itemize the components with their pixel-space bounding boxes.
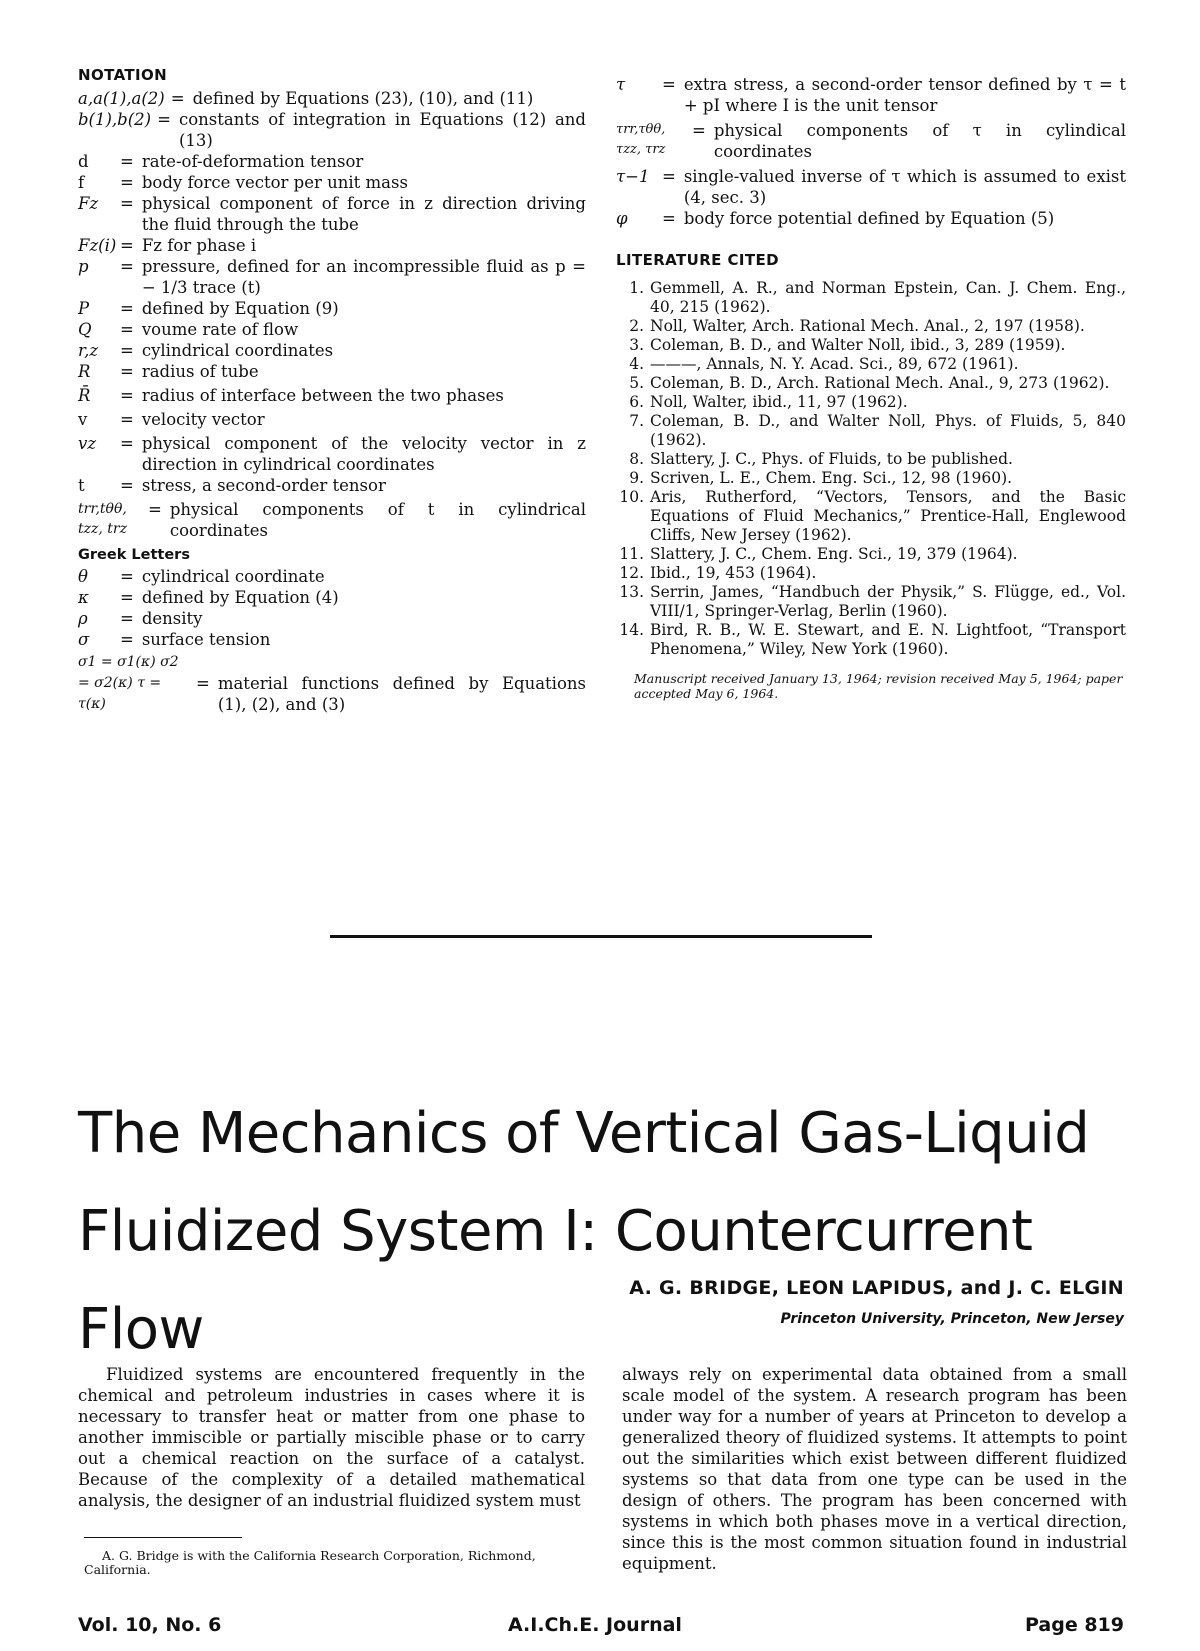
notation-symbol: Fz (78, 194, 99, 213)
notation-item: σ1 = σ1(κ) σ2 = σ2(κ) τ = τ(κ) = material functions defined by Equations (1), (2), and (3) (78, 654, 586, 714)
notation-item: t = stress, a second-order tensor (78, 475, 586, 496)
literature-heading: LITERATURE CITED (616, 251, 779, 269)
notation-definition: extra stress, a second-order tensor defined by τ = t + pI where I is the unit tensor (683, 75, 1126, 115)
literature-item: 13. Serrin, James, “Handbuch der Physik,” S. Flügge, ed., Vol. VIII/1, Springer-Verlag, Berlin (1960). (619, 583, 1126, 620)
notation-definition: pressure, defined for an incompressible fluid as p = − 1/3 trace (t) (141, 257, 586, 297)
notation-definition: defined by Equation (4) (141, 588, 339, 607)
notation-item: d = rate-of-deformation tensor (78, 151, 586, 172)
notation-definition: physical components of τ in cylindical coordinates (713, 121, 1126, 161)
notation-symbol: θ (78, 567, 88, 586)
notation-symbol: σ1 = σ1(κ) σ2 = σ2(κ) τ = τ(κ) (78, 654, 179, 712)
literature-item: 2. Noll, Walter, Arch. Rational Mech. Anal., 2, 197 (1958). (629, 317, 1085, 335)
notation-definition: radius of tube (141, 362, 259, 381)
article-title (78, 1085, 1158, 1379)
article-authors: A. G. BRIDGE, LEON LAPIDUS, and J. C. ELGIN (629, 1277, 1124, 1299)
notation-definition: cylindrical coordinate (141, 567, 325, 586)
literature-item: 14. Bird, R. B., W. E. Stewart, and E. N. Lightfoot, “Transport Phenomena,” Wiley, New York (1960). (619, 621, 1126, 658)
greek-letters-heading: Greek Letters (78, 547, 190, 563)
notation-symbol: r,z (78, 341, 99, 360)
right-column (616, 74, 1126, 701)
notation-definition: surface tension (141, 630, 271, 649)
notation-item: R = radius of tube (78, 361, 586, 382)
notation-item: trr,tθθ, tzz, trz = physical components of t in cylindrical coordinates (78, 500, 586, 540)
literature-item: 4. ———, Annals, N. Y. Acad. Sci., 89, 672 (1961). (629, 355, 1019, 373)
notation-definition: material functions defined by Equations (1), (2), and (3) (217, 674, 586, 714)
literature-item: 12. Ibid., 19, 453 (1964). (619, 564, 817, 582)
notation-definition: constants of integration in Equations (12) and (13) (178, 110, 586, 150)
article-affiliation: Princeton University, Princeton, New Jersey (780, 1311, 1124, 1327)
notation-symbol: a,a(1),a(2) (78, 89, 165, 108)
literature-item: 3. Coleman, B. D., and Walter Noll, ibid., 3, 289 (1959). (629, 336, 1066, 354)
body-text-left: Fluidized systems are encountered frequently in the chemical and petroleum industries in cases where it is necessary to transfer heat or matter from one phase to another immiscible or partially miscible phase or to carry out a chemical reaction on the surface of a catalyst. Because of the complexity of a detailed mathematical analysis, the designer of an industrial fluidized system must (78, 1365, 585, 1510)
notation-symbol: R̄ (78, 386, 91, 405)
article-divider (330, 935, 872, 938)
article-title-line: Fluidized System I: Countercurrent Flow (78, 1199, 1033, 1362)
notation-item: φ = body force potential defined by Equation (5) (616, 208, 1126, 229)
footnote-divider (84, 1537, 242, 1538)
notation-definition: rate-of-deformation tensor (141, 152, 364, 171)
notation-definition: velocity vector (141, 410, 265, 429)
notation-item: τ−1 = single-valued inverse of τ which is assumed to exist (4, sec. 3) (616, 167, 1126, 207)
footer-volume: Vol. 10, No. 6 (78, 1614, 222, 1636)
notation-item: f = body force vector per unit mass (78, 172, 586, 193)
manuscript-note: Manuscript received January 13, 1964; revision received May 5, 1964; paper accepted May 6, 1964. (634, 671, 1123, 701)
literature-item: 1. Gemmell, A. R., and Norman Epstein, Can. J. Chem. Eng., 40, 215 (1962). (629, 279, 1126, 316)
footer-page-number: Page 819 (1025, 1614, 1124, 1636)
body-text-right: always rely on experimental data obtained from a small scale model of the system. A research program has been under way for a number of years at Princeton to develop a generalized theory of fluidized systems. It attempts to point out the similarities which exist between different fluidized systems so that data from one type can be used in the design of others. The program has been concerned with systems in which both phases move in a vertical direction, since this is the most common situation found in industrial equipment. (622, 1365, 1127, 1573)
notation-definition: radius of interface between the two phases (141, 386, 504, 405)
notation-symbol: b(1),b(2) (78, 110, 152, 129)
notation-symbol: v (78, 410, 88, 429)
notation-symbol: f (78, 173, 85, 192)
notation-symbol: t (78, 476, 85, 495)
notation-item: p = pressure, defined for an incompressible fluid as p = − 1/3 trace (t) (78, 257, 586, 297)
article-title-line: The Mechanics of Vertical Gas-Liquid (78, 1101, 1090, 1166)
notation-item: θ = cylindrical coordinate (78, 566, 586, 587)
notation-definition: defined by Equation (9) (141, 299, 339, 318)
notation-item: R̄ = radius of interface between the two phases (78, 385, 586, 406)
notation-definition: body force potential defined by Equation (5) (683, 209, 1055, 228)
notation-symbol: d (78, 152, 89, 171)
notation-definition: density (141, 609, 203, 628)
notation-symbol: τ−1 (616, 167, 650, 186)
notation-symbol: κ (78, 588, 89, 607)
notation-item: r,z = cylindrical coordinates (78, 340, 586, 361)
notation-item: τrr,τθθ, τzz, τrz = physical components of τ in cylindical coordinates (616, 121, 1126, 161)
notation-symbol: Q (78, 320, 92, 339)
notation-symbol: p (78, 257, 89, 276)
notation-item: τ = extra stress, a second-order tensor defined by τ = t + pI where I is the unit tensor (616, 75, 1126, 115)
literature-item: 8. Slattery, J. C., Phys. of Fluids, to be published. (629, 450, 1013, 468)
notation-symbol: τrr,τθθ, τzz, τrz (616, 122, 666, 157)
literature-list (616, 279, 1126, 659)
notation-definition: voume rate of flow (141, 320, 299, 339)
notation-section (78, 66, 586, 715)
notation-symbol: P (78, 299, 90, 318)
notation-item: κ = defined by Equation (4) (78, 587, 586, 608)
literature-item: 6. Noll, Walter, ibid., 11, 97 (1962). (629, 393, 908, 411)
notation-definition: physical components of t in cylindrical coordinates (169, 500, 586, 540)
literature-item: 9. Scriven, L. E., Chem. Eng. Sci., 12, 98 (1960). (629, 469, 1013, 487)
notation-symbol: τ (616, 75, 626, 94)
notation-symbol: vz (78, 434, 97, 453)
notation-symbol: trr,tθθ, tzz, trz (78, 501, 127, 537)
notation-item: vz = physical component of the velocity vector in z direction in cylindrical coordinates (78, 434, 586, 474)
notation-item: b(1),b(2) = constants of integration in Equations (12) and (13) (78, 110, 586, 150)
notation-definition: single-valued inverse of τ which is assumed to exist (4, sec. 3) (683, 167, 1126, 207)
notation-definition: defined by Equations (23), (10), and (11) (192, 89, 534, 108)
notation-symbol: ρ (78, 609, 88, 628)
literature-item: 5. Coleman, B. D., Arch. Rational Mech. Anal., 9, 273 (1962). (629, 374, 1110, 392)
author-footnote: A. G. Bridge is with the California Research Corporation, Richmond, California. (84, 1548, 536, 1577)
notation-item: σ = surface tension (78, 629, 586, 650)
literature-item: 11. Slattery, J. C., Chem. Eng. Sci., 19, 379 (1964). (619, 545, 1018, 563)
notation-item: Fz(i) = Fz for phase i (78, 235, 586, 256)
notation-item: ρ = density (78, 608, 586, 629)
notation-item: v = velocity vector (78, 409, 586, 430)
notation-item: P = defined by Equation (9) (78, 298, 586, 319)
literature-item: 7. Coleman, B. D., and Walter Noll, Phys. of Fluids, 5, 840 (1962). (629, 412, 1126, 449)
notation-definition: Fz for phase i (141, 236, 257, 255)
notation-symbol: R (78, 362, 91, 381)
notation-symbol: φ (616, 209, 628, 228)
notation-item: a,a(1),a(2) = defined by Equations (23), (10), and (11) (78, 88, 586, 109)
footer-journal: A.I.Ch.E. Journal (508, 1614, 682, 1636)
literature-item: 10. Aris, Rutherford, “Vectors, Tensors, and the Basic Equations of Fluid Mechanics,” Prentice-Hall, Englewood Cliffs, New Jersey (1962). (619, 488, 1126, 544)
notation-definition: physical component of force in z direction driving the fluid through the tube (141, 194, 586, 234)
notation-definition: physical component of the velocity vector in z direction in cylindrical coordinates (141, 434, 586, 474)
notation-definition: cylindrical coordinates (141, 341, 334, 360)
notation-definition: body force vector per unit mass (141, 173, 408, 192)
notation-symbol: σ (78, 630, 90, 649)
notation-item: Q = voume rate of flow (78, 319, 586, 340)
notation-heading: NOTATION (78, 66, 168, 84)
notation-item: Fz = physical component of force in z direction driving the fluid through the tube (78, 194, 586, 234)
notation-symbol: Fz(i) (78, 236, 117, 255)
notation-definition: stress, a second-order tensor (141, 476, 386, 495)
